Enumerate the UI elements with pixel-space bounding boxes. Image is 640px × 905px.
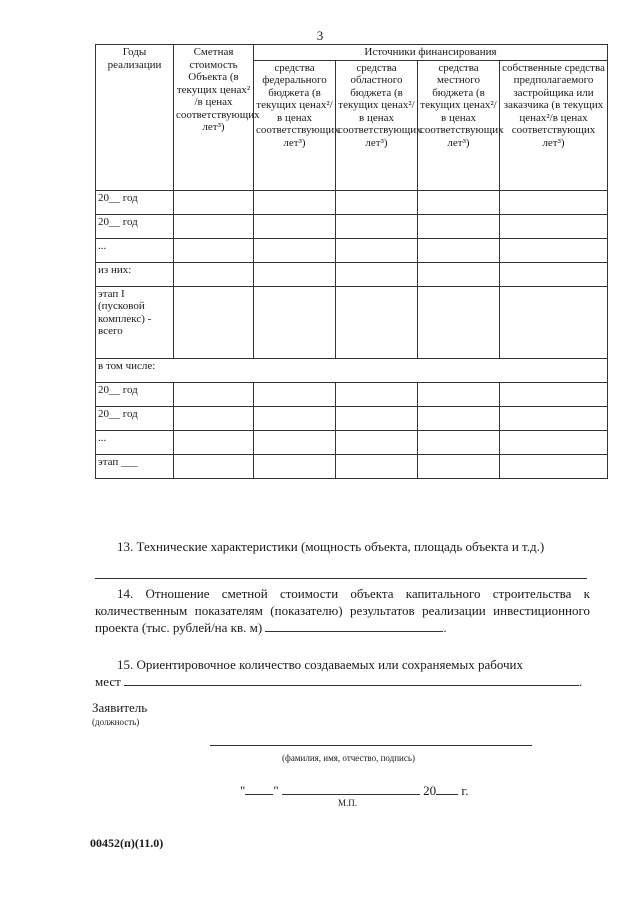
header-federal: средства федерального бюджета (в текущих ценах²/в ценах соответствующих лет³): [254, 60, 336, 190]
item-13-text: 13. Технические характеристики (мощность объекта, площадь объекта и т.д.): [117, 539, 545, 554]
item-14-text: 14. Отношение сметной стоимости объекта капитального строительства к количественным показателям (показателю) результатов реализации инвестиционного проекта (тыс. рублей/на кв. м): [95, 586, 590, 635]
row-label: в том числе:: [96, 358, 608, 382]
header-own: собственные средства предполагаемого застройщика или заказчика (в текущих ценах²/в ценах соответствующих лет³): [500, 60, 608, 190]
table-row: [96, 430, 608, 454]
table-row: [96, 358, 608, 382]
year-prefix: 20: [423, 783, 437, 798]
table-row: [96, 238, 608, 262]
row-label: 20__ год: [96, 382, 174, 406]
item-13-fill-line[interactable]: [95, 578, 587, 579]
table-row: [96, 382, 608, 406]
item-15-fill-line[interactable]: [124, 673, 579, 686]
month-field[interactable]: [282, 782, 420, 795]
row-label: ...: [96, 430, 174, 454]
position-caption: (должность): [92, 717, 140, 727]
applicant-label: Заявитель: [92, 700, 148, 715]
table-row: [96, 454, 608, 478]
table-row: [96, 286, 608, 358]
row-label: из них:: [96, 262, 174, 286]
quote-close: ": [273, 783, 279, 798]
year-suffix: г.: [461, 783, 469, 798]
form-code: 00452(п)(11.0): [90, 836, 164, 850]
row-label: 20__ год: [96, 406, 174, 430]
day-field[interactable]: [245, 782, 273, 795]
item-14-fill-line[interactable]: [265, 619, 443, 632]
fio-caption: (фамилия, имя, отчество, подпись): [282, 753, 415, 763]
table-row: [96, 406, 608, 430]
table-row: [96, 190, 608, 214]
quote-open: ": [240, 783, 246, 798]
table-row: [96, 214, 608, 238]
header-local: средства местного бюджета (в текущих ценах²/в ценах соответствующих лет³): [418, 60, 500, 190]
header-sources: Источники финансирования: [254, 45, 608, 61]
header-cost: Сметная стоимость Объекта (в текущих ценах² /в ценах соответствующих лет³): [174, 45, 254, 191]
table-row: [96, 262, 608, 286]
header-regional: средства областного бюджета (в текущих ценах²/в ценах соответствующих лет³): [336, 60, 418, 190]
header-years: Годы реализации: [96, 45, 174, 191]
row-label: 20__ год: [96, 190, 174, 214]
stamp-label: М.П.: [338, 798, 358, 808]
row-label: этап ___: [96, 454, 174, 478]
row-label: 20__ год: [96, 214, 174, 238]
date-line: [240, 782, 469, 799]
item-15-mest: мест: [95, 674, 121, 689]
page-number: 3: [316, 28, 324, 43]
item-15-line2: мест .: [95, 674, 583, 689]
financing-table: [95, 44, 608, 479]
row-label: ...: [96, 238, 174, 262]
row-label: этап I (пусковой комплекс) - всего: [96, 286, 174, 358]
signature-line[interactable]: [210, 745, 532, 746]
item-15-text: 15. Ориентировочное количество создаваемых или сохраняемых рабочих: [117, 657, 524, 672]
year-field[interactable]: [436, 782, 458, 795]
item-14: 14. Отношение сметной стоимости объекта капитального строительства к количественным показателям (показателю) результатов реализации инвестиционного проекта (тыс. рублей/на кв. м) .: [95, 586, 590, 635]
